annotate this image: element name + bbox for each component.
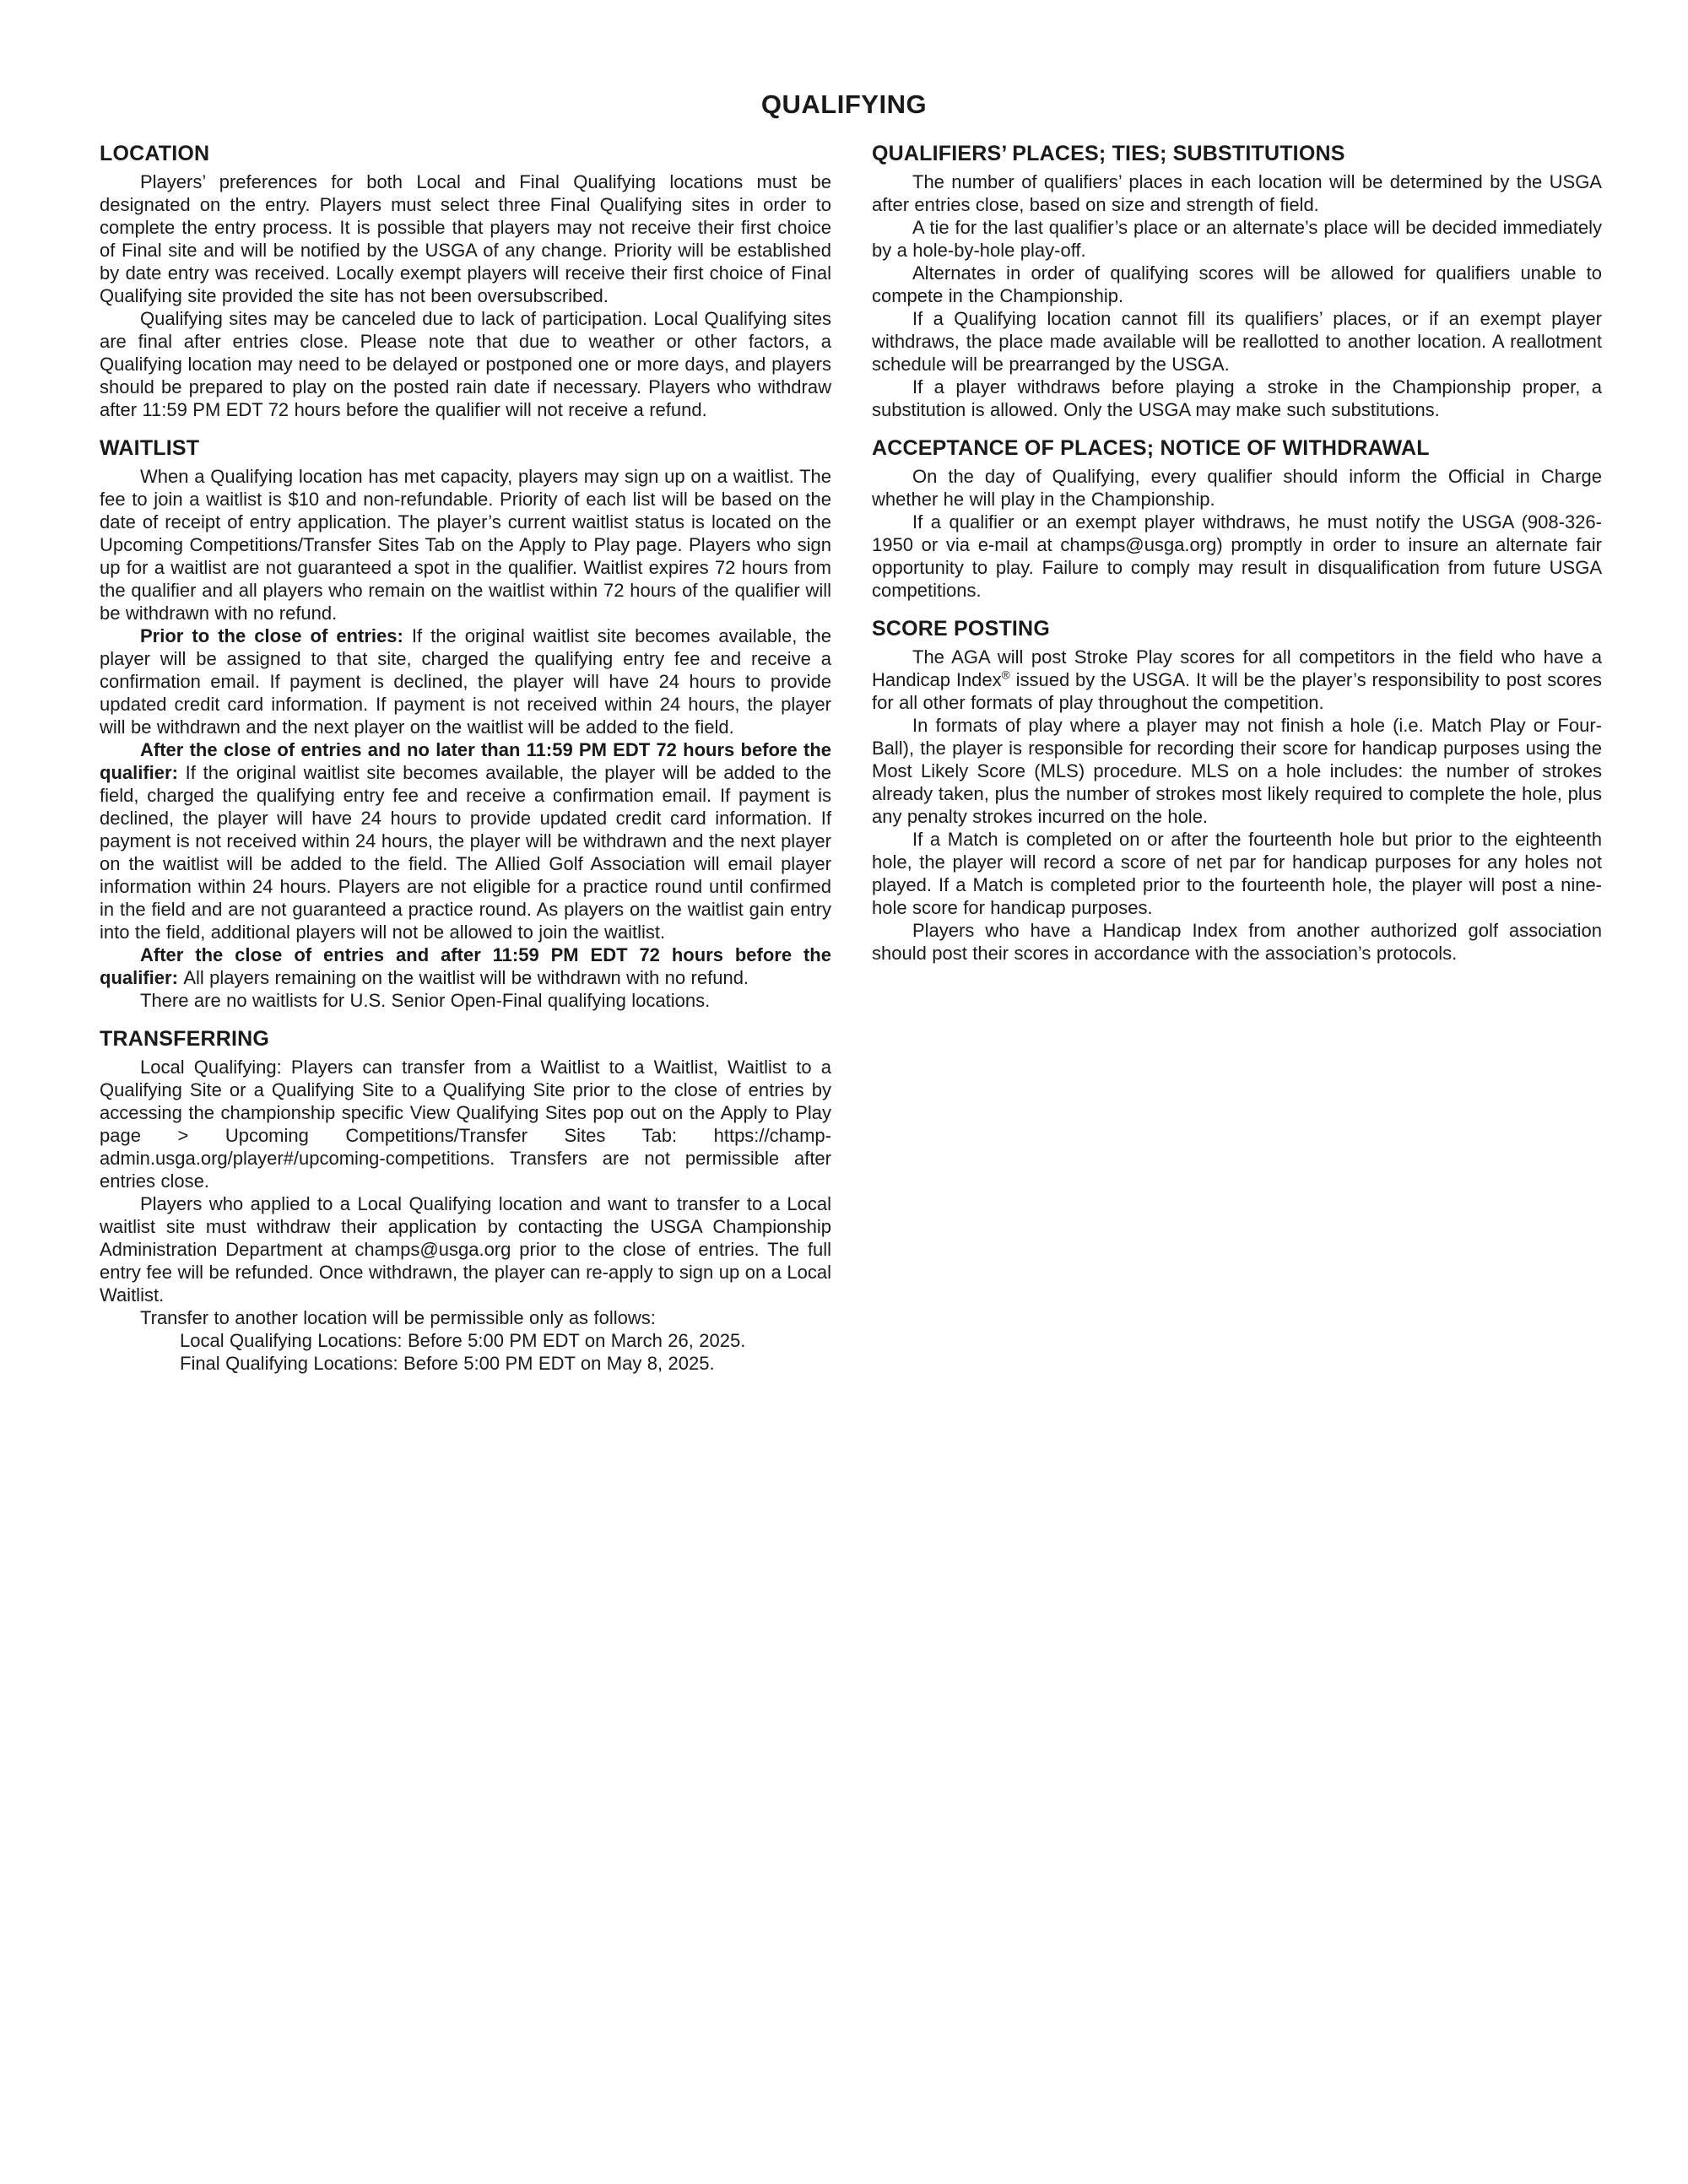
paragraph-lead: After the close of entries and after 11:59 PM EDT 72 hours before the qualifier:: [100, 944, 831, 988]
section-waitlist: [100, 436, 831, 1012]
paragraph-text: issued by the USGA. It will be the player’s responsibility to post scores for all other formats of play throughout the competition.: [872, 669, 1602, 713]
section-location: [100, 142, 831, 421]
section-qualifiers-places: [872, 142, 1602, 421]
paragraph: If a Qualifying location cannot fill its qualifiers’ places, or if an exempt player withdraws, the place made available will be reallotted to another location. A reallotment schedule will be prearranged by the USGA.: [872, 308, 1602, 375]
paragraph: [872, 646, 1602, 714]
section-score-posting: [872, 617, 1602, 965]
paragraph: Transfer to another location will be permissible only as follows:: [140, 1307, 656, 1328]
paragraph: If a qualifier or an exempt player withdraws, he must notify the USGA (908-326-1950 or via e-mail at champs@usga.org) promptly in order to insure an alternate fair opportunity to play. Failure to comply may result in disqualification from future USGA competitions.: [872, 511, 1602, 601]
paragraph: Qualifying sites may be canceled due to lack of participation. Local Qualifying sites are final after entries close. Please note that due to weather or other factors, a Qualifying location may need to be delayed or postponed one or more days, and players should be prepared to play on the posted rain date if necessary. Players who withdraw after 11:59 PM EDT 72 hours before the qualifier will not receive a refund.: [100, 308, 831, 420]
paragraph: [100, 943, 831, 989]
right-column: [872, 142, 1602, 1375]
paragraph: When a Qualifying location has met capacity, players may sign up on a waitlist. The fee to join a waitlist is $10 and non-refundable. Priority of each list will be based on the date of receipt of entry application. The player’s current waitlist status is located on the Upcoming Competitions/Transfer Sites Tab on the Apply to Play page. Players who sign up for a waitlist are not guaranteed a spot in the qualifier. Waitlist expires 72 hours from the qualifier and all players who remain on the waitlist within 72 hours of the qualifier will be withdrawn with no refund.: [100, 466, 831, 624]
paragraph-lead: After the close of entries and no later than 11:59 PM EDT 72 hours before the qualifier:: [100, 739, 831, 783]
paragraph-text: If the original waitlist site becomes available, the player will be assigned to that site, charged the qualifying entry fee and receive a confirmation email. If payment is declined, the player will have 24 hours to provide updated credit card information. If payment is not received within 24 hours, the player will be withdrawn and the next player on the waitlist will be added to the field.: [100, 625, 831, 738]
paragraph: Local Qualifying: Players can transfer from a Waitlist to a Waitlist, Waitlist to a Qualifying Site or a Qualifying Site to a Qualifying Site prior to the close of entries by accessing the championship specific View Qualifying Sites pop out on the Apply to Play page > Upcoming Competitions/Transfer Sites Tab: https://champ-admin.usga.org/player#/upcoming-competitions. Transfers are not permissible after entries close.: [100, 1057, 831, 1192]
paragraph-text: If the original waitlist site becomes available, the player will be added to the field, charged the qualifying entry fee and receive a confirmation email. If payment is declined, the player will have 24 hours to provide updated credit card information. If payment is not received within 24 hours, the player will be withdrawn and the next player on the waitlist will be added to the field. The Allied Golf Association will email player information within 24 hours. Players are not eligible for a practice round until confirmed in the field and are not guaranteed a practice round. As players on the waitlist gain entry into the field, additional players will not be allowed to join the waitlist.: [100, 762, 832, 943]
heading-location: LOCATION: [100, 142, 210, 165]
paragraph-text: The AGA will post Stroke Play scores for all competitors in the field who have a Handicap Index: [872, 646, 1602, 690]
paragraph: There are no waitlists for U.S. Senior Open-Final qualifying locations.: [140, 990, 711, 1011]
paragraph: If a player withdraws before playing a stroke in the Championship proper, a substitution is allowed. Only the USGA may make such substitutions.: [872, 376, 1602, 420]
paragraph-text: All players remaining on the waitlist will be withdrawn with no refund.: [183, 967, 749, 988]
heading-qualifiers-places: QUALIFIERS’ PLACES; TIES; SUBSTITUTIONS: [872, 142, 1345, 165]
paragraph: On the day of Qualifying, every qualifier should inform the Official in Charge whether he will play in the Championship.: [872, 466, 1602, 510]
paragraph: [100, 624, 831, 738]
transfer-deadline-local: Local Qualifying Locations: Before 5:00 PM EDT on March 26, 2025.: [180, 1330, 746, 1351]
paragraph: Players’ preferences for both Local and Final Qualifying locations must be designated on the entry. Players must select three Final Qualifying sites in order to complete the entry process. It is possible that players may not receive their first choice of Final site and will be notified by the USGA of any change. Priority will be established by date entry was received. Locally exempt players will receive their first choice of Final Qualifying site provided the site has not been oversubscribed.: [100, 171, 831, 306]
two-column-layout: [0, 142, 1688, 1375]
left-column: [100, 142, 831, 1375]
heading-acceptance-withdrawal: ACCEPTANCE OF PLACES; NOTICE OF WITHDRAWAL: [872, 436, 1430, 460]
paragraph-lead: Prior to the close of entries:: [140, 625, 412, 646]
page-title: QUALIFYING: [760, 89, 928, 119]
transfer-deadline-final: Final Qualifying Locations: Before 5:00 PM EDT on May 8, 2025.: [180, 1353, 715, 1374]
section-transferring: [100, 1027, 831, 1375]
paragraph: The number of qualifiers’ places in each location will be determined by the USGA after entries close, based on size and strength of field.: [872, 171, 1602, 215]
paragraph: Players who applied to a Local Qualifying location and want to transfer to a Local waitlist site must withdraw their application by contacting the USGA Championship Administration Department at champs@usga.org prior to the close of entries. The full entry fee will be refunded. Once withdrawn, the player can re-apply to sign up on a Local Waitlist.: [100, 1193, 831, 1306]
heading-score-posting: SCORE POSTING: [872, 617, 1050, 641]
paragraph: [100, 738, 831, 943]
paragraph: In formats of play where a player may not finish a hole (i.e. Match Play or Four-Ball), the player is responsible for recording their score for handicap purposes using the Most Likely Score (MLS) procedure. MLS on a hole includes: the number of strokes already taken, plus the number of strokes most likely required to complete the hole, plus any penalty strokes incurred on the hole.: [872, 715, 1602, 827]
paragraph: Alternates in order of qualifying scores will be allowed for qualifiers unable to compete in the Championship.: [872, 262, 1602, 306]
paragraph: A tie for the last qualifier’s place or an alternate’s place will be decided immediately by a hole-by-hole play-off.: [872, 217, 1602, 261]
paragraph: If a Match is completed on or after the fourteenth hole but prior to the eighteenth hole, the player will record a score of net par for handicap purposes for any holes not played. If a Match is completed prior to the fourteenth hole, the player will post a nine-hole score for handicap purposes.: [872, 829, 1602, 918]
heading-waitlist: WAITLIST: [100, 436, 200, 460]
heading-transferring: TRANSFERRING: [100, 1027, 270, 1051]
registered-trademark-symbol: ®: [1001, 668, 1010, 682]
section-acceptance-withdrawal: [872, 436, 1602, 602]
paragraph: Players who have a Handicap Index from another authorized golf association should post their scores in accordance with the association’s protocols.: [872, 920, 1602, 964]
